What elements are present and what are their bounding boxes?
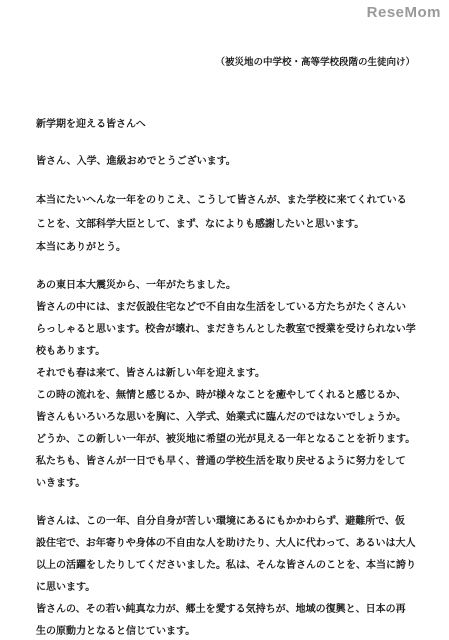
text-line: 本当にたいへんな一年をのりこえ、こうして皆さんが、また学校に来てくれている [36, 195, 407, 206]
text-line: に思います。 [36, 582, 96, 593]
text-line: 以上の活躍をしたりしてくださいました。私は、そんな皆さんのことを、本当に誇り [36, 560, 416, 571]
text-line: 皆さんは、この一年、自分自身が苦しい環境にあるにもかかわらず、避難所で、仮 [36, 516, 405, 527]
text-line: この時の流れを、無情と感じるか、時が様々なことを癒やしてくれると感じるか、 [36, 390, 406, 401]
text-line: 皆さんの中には、まだ仮設住宅などで不自由な生活をしている方たちがたくさんい [36, 302, 406, 313]
text-line: ことを、文部科学大臣として、まず、なによりも感謝したいと思います。 [36, 219, 365, 230]
text-line: それでも春は来て、皆さんは新しい年を迎えます。 [36, 368, 265, 379]
text-line: 校もあります。 [36, 346, 106, 357]
text-line: 私たちも、皆さんが一日でも早く、普通の学校生活を取り戻せるように努力をして [36, 456, 406, 467]
audience-subtitle: （被災地の中学校・高等学校段階の生徒向け） [215, 57, 415, 68]
text-line: 本当にありがとう。 [36, 242, 126, 253]
text-line: 設住宅で、お年寄りや身体の不自由な人を助けたり、大人に代わって、あるいは大人 [36, 538, 416, 549]
text-line: 皆さんもいろいろな思いを胸に、入学式、始業式に臨んだのではないでしょうか。 [36, 412, 406, 423]
resemom-watermark: ReseMom [366, 4, 441, 21]
text-line: いきます。 [36, 478, 86, 489]
text-line: どうか、この新しい一年が、被災地に希望の光が見える一年となることを祈ります。 [36, 434, 416, 445]
text-line: あの東日本大震災から、一年がたちました。 [36, 280, 236, 291]
letter-greeting: 新学期を迎える皆さんへ [36, 119, 146, 130]
text-line: 生の原動力となると信じています。 [36, 626, 196, 637]
text-line: らっしゃると思います。校舎が壊れ、まだきちんとした教室で授業を受けられない学 [36, 324, 416, 335]
paragraph-congratulations: 皆さん、入学、進級おめでとうございます。 [36, 156, 236, 167]
text-line: 皆さんの、その若い純真な力が、郷土を愛する気持ちが、地域の復興と、日本の再 [36, 604, 406, 615]
